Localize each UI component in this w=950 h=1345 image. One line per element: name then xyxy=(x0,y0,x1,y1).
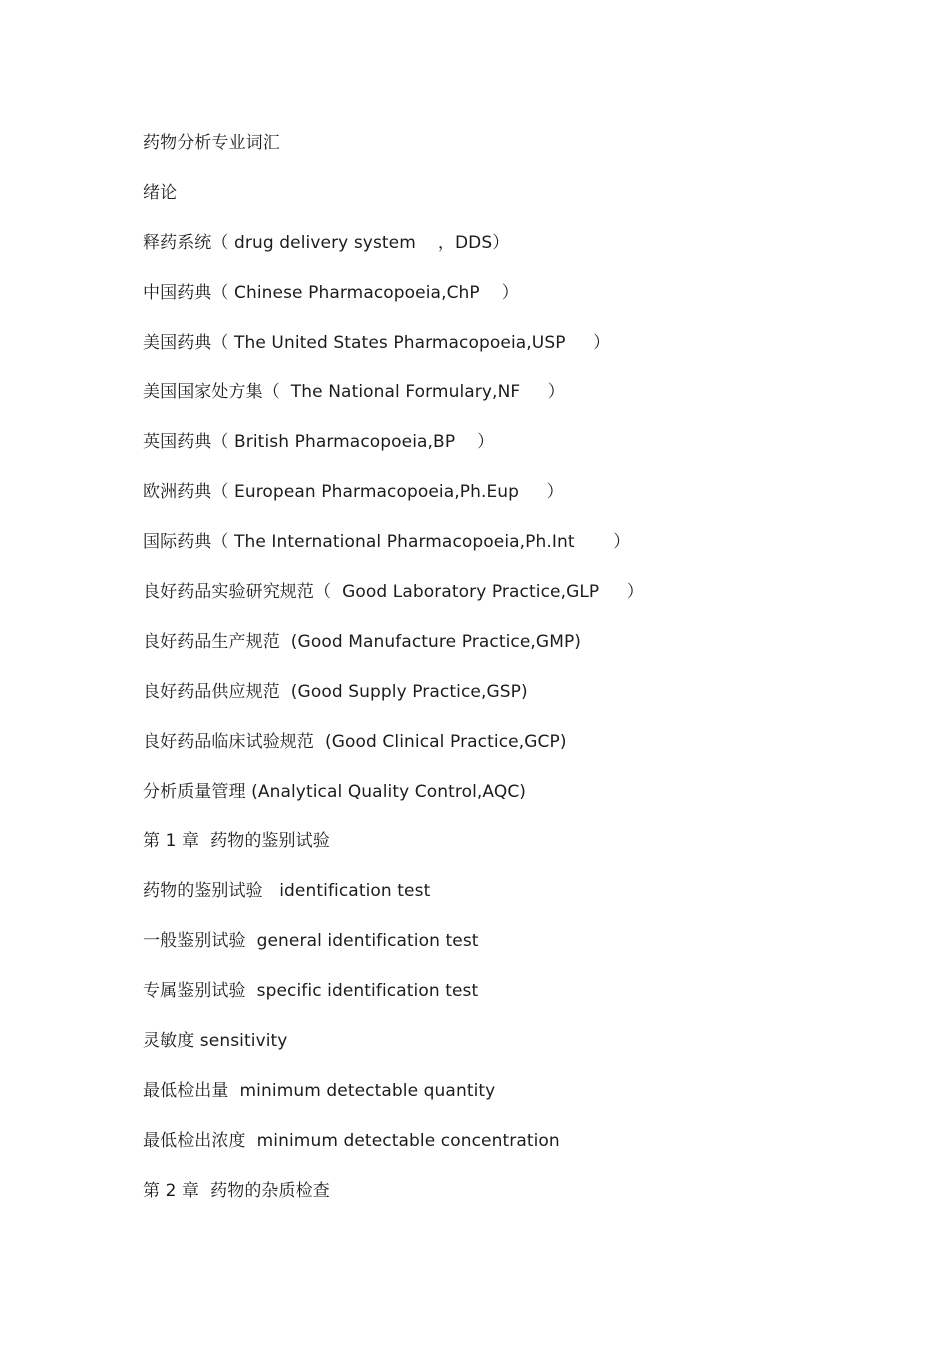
term-line: 专属鉴别试验 specific identification test xyxy=(143,981,479,1002)
term-line: 美国国家处方集（ The National Formulary,NF ） xyxy=(143,382,565,403)
vocabulary-list xyxy=(143,130,644,1228)
document-title: 药物分析专业词汇 xyxy=(143,133,280,153)
term-line: 中国药典（ Chinese Pharmacopoeia,ChP ） xyxy=(143,282,519,303)
term-line: 国际药典（ The International Pharmacopoeia,Ph.Int ） xyxy=(143,532,631,553)
term-line: 分析质量管理 (Analytical Quality Control,AQC) xyxy=(143,781,527,802)
term-line: 欧洲药典（ European Pharmacopoeia,Ph.Eup ） xyxy=(143,482,564,503)
term-line: 良好药品供应规范 (Good Supply Practice,GSP) xyxy=(143,681,528,702)
term-line: 良好药品临床试验规范 (Good Clinical Practice,GCP) xyxy=(143,731,567,752)
term-line: 英国药典（ British Pharmacopoeia,BP ） xyxy=(143,432,495,453)
chapter-heading: 第 1 章 药物的鉴别试验 xyxy=(143,831,330,852)
term-line: 最低检出量 minimum detectable quantity xyxy=(143,1080,496,1101)
term-line: 灵敏度 sensitivity xyxy=(143,1031,288,1052)
term-line: 美国药典（ The United States Pharmacopoeia,USP ） xyxy=(143,332,611,353)
term-line: 良好药品生产规范 (Good Manufacture Practice,GMP) xyxy=(143,631,582,652)
term-line: 良好药品实验研究规范（ Good Laboratory Practice,GLP ） xyxy=(143,582,644,603)
term-line: 释药系统（ drug delivery system ，DDS） xyxy=(143,232,510,253)
term-line: 最低检出浓度 minimum detectable concentration xyxy=(143,1130,560,1151)
chapter-heading: 第 2 章 药物的杂质检查 xyxy=(143,1180,330,1201)
section-heading: 绪论 xyxy=(143,182,178,203)
term-line: 药物的鉴别试验 identification test xyxy=(143,881,431,902)
term-line: 一般鉴别试验 general identification test xyxy=(143,931,479,952)
